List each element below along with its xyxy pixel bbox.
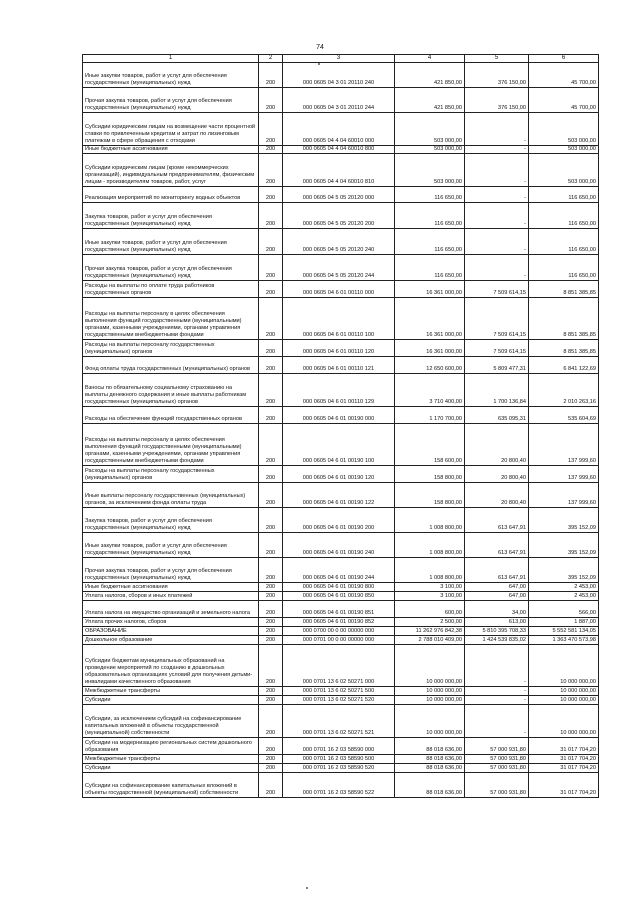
row-kbk: 000 0605 04 6 01 00190 000: [283, 407, 395, 424]
row-kbk: 000 0701 16 2 03 58590 522: [283, 773, 395, 798]
row-approved: 88 018 636,00: [395, 755, 465, 764]
table-row: [83, 738, 599, 755]
table-row: [83, 558, 599, 583]
row-kbk: 000 0605 04 6 01 00110 120: [283, 340, 395, 357]
column-number: 2: [259, 55, 283, 63]
row-unexecuted: 2 010 263,16: [529, 374, 599, 407]
table-row: [83, 592, 599, 601]
row-name: Прочая закупка товаров, работ и услуг для обеспечения государственных (муниципальных) нужд: [83, 255, 259, 281]
row-unexecuted: 31 017 704,20: [529, 764, 599, 773]
row-kbk: 000 0605 04 6 01 00190 852: [283, 618, 395, 627]
row-unexecuted: 8 851 385,85: [529, 340, 599, 357]
row-code: 200: [259, 466, 283, 483]
row-approved: 1 008 800,00: [395, 508, 465, 533]
row-name: Субсидии юридическим лицам (кроме некоммерческих организаций), индивидуальным предпринимателям, физическим лицам - производителям товаров, работ, услуг: [83, 154, 259, 187]
row-executed: -: [465, 229, 529, 255]
row-code: 200: [259, 687, 283, 696]
row-name: Закупка товаров, работ и услуг для обеспечения государственных (муниципальных) нужд: [83, 203, 259, 229]
row-name: Дошкольное образование: [83, 636, 259, 645]
row-kbk: 000 0605 04 5 05 20120 244: [283, 255, 395, 281]
table-row: [83, 618, 599, 627]
row-unexecuted: 503 000,00: [529, 154, 599, 187]
row-name: Субсидии на софинансирование капитальных вложений в объекты государственной (муниципальной) собственности: [83, 773, 259, 798]
row-approved: 16 361 000,00: [395, 298, 465, 340]
row-approved: 503 000,00: [395, 113, 465, 146]
row-kbk: 000 0701 13 6 02 50271 521: [283, 705, 395, 738]
row-approved: 421 850,00: [395, 88, 465, 113]
column-number-row: [83, 55, 599, 63]
row-unexecuted: 6 841 122,69: [529, 357, 599, 374]
row-approved: 16 361 000,00: [395, 340, 465, 357]
table-row: [83, 533, 599, 558]
table-row: [83, 229, 599, 255]
table-row: [83, 146, 599, 154]
table-row: [83, 705, 599, 738]
row-executed: 613 647,91: [465, 508, 529, 533]
row-approved: 3 710 400,00: [395, 374, 465, 407]
row-kbk: 000 0605 04 6 01 00190 120: [283, 466, 395, 483]
row-code: 200: [259, 773, 283, 798]
column-number: 3: [283, 55, 395, 63]
row-approved: 116 650,00: [395, 255, 465, 281]
row-unexecuted: 395 152,09: [529, 533, 599, 558]
row-kbk: 000 0605 04 3 01 20110 244: [283, 88, 395, 113]
row-kbk: 000 0605 04 6 01 00190 851: [283, 601, 395, 618]
row-executed: 1 424 539 835,02: [465, 636, 529, 645]
row-kbk: 000 0605 04 6 01 00110 129: [283, 374, 395, 407]
row-unexecuted: 566,00: [529, 601, 599, 618]
row-name: Иные закупки товаров, работ и услуг для обеспечения государственных (муниципальных) нужд: [83, 63, 259, 88]
row-code: 200: [259, 424, 283, 466]
row-kbk: 000 0605 04 6 01 00190 122: [283, 483, 395, 508]
row-name: Фонд оплаты труда государственных (муниципальных) органов: [83, 357, 259, 374]
table-row: [83, 374, 599, 407]
row-executed: 20 800,40: [465, 466, 529, 483]
row-kbk: 000 0605 04 6 01 00110 000: [283, 281, 395, 298]
row-executed: -: [465, 255, 529, 281]
table-row: [83, 764, 599, 773]
row-code: 200: [259, 88, 283, 113]
row-name: Расходы на выплаты персоналу государственных (муниципальных) органов: [83, 340, 259, 357]
row-executed: 57 000 931,80: [465, 738, 529, 755]
row-code: 200: [259, 483, 283, 508]
row-code: 200: [259, 645, 283, 687]
row-code: 200: [259, 154, 283, 187]
row-unexecuted: 45 700,00: [529, 88, 599, 113]
row-executed: 647,00: [465, 583, 529, 592]
row-approved: 10 000 000,00: [395, 687, 465, 696]
row-name: Иные бюджетные ассигнования: [83, 583, 259, 592]
table-row: [83, 424, 599, 466]
row-approved: 1 008 800,00: [395, 533, 465, 558]
row-kbk: 000 0605 04 6 01 00190 200: [283, 508, 395, 533]
row-unexecuted: 137 999,60: [529, 424, 599, 466]
row-unexecuted: 503 000,00: [529, 113, 599, 146]
row-kbk: 000 0700 00 0 00 00000 000: [283, 627, 395, 636]
row-unexecuted: 5 552 581 134,05: [529, 627, 599, 636]
row-name: Субсидии бюджетам муниципальных образований на проведение мероприятий по созданию в дошкольных образовательных организациях условий для получения детьми-инвалидами качественного образования: [83, 645, 259, 687]
row-executed: 57 000 931,80: [465, 764, 529, 773]
row-code: 200: [259, 357, 283, 374]
row-name: Расходы на выплаты персоналу государственных (муниципальных) органов: [83, 466, 259, 483]
row-unexecuted: 503 000,00: [529, 146, 599, 154]
row-code: 200: [259, 374, 283, 407]
table-row: [83, 696, 599, 705]
row-approved: 116 650,00: [395, 187, 465, 203]
table-row: [83, 203, 599, 229]
row-approved: 116 650,00: [395, 229, 465, 255]
row-executed: 57 000 931,80: [465, 755, 529, 764]
row-name: Прочая закупка товаров, работ и услуг для обеспечения государственных (муниципальных) нужд: [83, 88, 259, 113]
row-executed: 5 809 477,31: [465, 357, 529, 374]
row-name: Реализация мероприятий по мониторингу водных объектов: [83, 187, 259, 203]
row-approved: 158 800,00: [395, 483, 465, 508]
row-approved: 600,00: [395, 601, 465, 618]
row-unexecuted: 10 000 000,00: [529, 696, 599, 705]
row-executed: -: [465, 113, 529, 146]
row-executed: 376 150,00: [465, 88, 529, 113]
table-row: [83, 645, 599, 687]
row-name: Субсидии на модернизацию региональных систем дошкольного образования: [83, 738, 259, 755]
row-unexecuted: 8 851 385,85: [529, 298, 599, 340]
row-kbk: 000 0605 04 6 01 00190 244: [283, 558, 395, 583]
row-name: Субсидии: [83, 696, 259, 705]
row-code: 200: [259, 146, 283, 154]
row-approved: 2 788 010 409,00: [395, 636, 465, 645]
row-executed: 57 000 931,80: [465, 773, 529, 798]
row-code: 200: [259, 255, 283, 281]
row-executed: 5 810 395 708,33: [465, 627, 529, 636]
row-kbk: 000 0605 04 6 01 00110 121: [283, 357, 395, 374]
row-code: 200: [259, 340, 283, 357]
row-unexecuted: 137 999,60: [529, 466, 599, 483]
table-row: [83, 483, 599, 508]
table-row: [83, 154, 599, 187]
table-row: [83, 281, 599, 298]
row-executed: -: [465, 187, 529, 203]
row-code: 200: [259, 63, 283, 88]
row-kbk: 000 0701 13 6 02 50271 520: [283, 696, 395, 705]
row-approved: 2 500,00: [395, 618, 465, 627]
row-code: 200: [259, 764, 283, 773]
row-unexecuted: 535 604,69: [529, 407, 599, 424]
table-row: [83, 466, 599, 483]
row-kbk: 000 0605 04 4 04 60010 000: [283, 113, 395, 146]
row-unexecuted: 1 363 470 573,98: [529, 636, 599, 645]
row-unexecuted: 31 017 704,20: [529, 738, 599, 755]
row-unexecuted: 395 152,09: [529, 558, 599, 583]
row-unexecuted: 2 453,00: [529, 583, 599, 592]
row-executed: -: [465, 696, 529, 705]
row-unexecuted: 395 152,09: [529, 508, 599, 533]
column-number: 4: [395, 55, 465, 63]
row-code: 200: [259, 533, 283, 558]
row-executed: 20 800,40: [465, 424, 529, 466]
row-code: 200: [259, 281, 283, 298]
row-unexecuted: 31 017 704,20: [529, 755, 599, 764]
table-row: [83, 627, 599, 636]
row-executed: 20 800,40: [465, 483, 529, 508]
budget-execution-table: [82, 54, 599, 798]
row-approved: 116 650,00: [395, 203, 465, 229]
row-name: Прочая закупка товаров, работ и услуг для обеспечения государственных (муниципальных) нужд: [83, 558, 259, 583]
table-row: [83, 187, 599, 203]
row-approved: 421 850,00: [395, 63, 465, 88]
row-name: Иные закупки товаров, работ и услуг для обеспечения государственных (муниципальных) нужд: [83, 229, 259, 255]
row-name: Субсидии: [83, 764, 259, 773]
table-row: [83, 773, 599, 798]
row-approved: 158 600,00: [395, 424, 465, 466]
row-executed: -: [465, 154, 529, 187]
row-approved: 503 000,00: [395, 154, 465, 187]
row-unexecuted: 1 887,00: [529, 618, 599, 627]
row-code: 200: [259, 636, 283, 645]
column-number: 6: [529, 55, 599, 63]
row-name: Иные бюджетные ассигнования: [83, 146, 259, 154]
table-row: [83, 357, 599, 374]
row-name: Межбюджетные трансферты: [83, 687, 259, 696]
row-unexecuted: 45 700,00: [529, 63, 599, 88]
row-executed: -: [465, 705, 529, 738]
row-code: 200: [259, 298, 283, 340]
row-unexecuted: 116 650,00: [529, 203, 599, 229]
row-unexecuted: 31 017 704,20: [529, 773, 599, 798]
row-executed: 635 095,31: [465, 407, 529, 424]
row-approved: 88 018 636,00: [395, 773, 465, 798]
row-name: Уплата налогов, сборов и иных платежей: [83, 592, 259, 601]
row-executed: 1 700 136,84: [465, 374, 529, 407]
row-executed: 7 509 614,15: [465, 340, 529, 357]
row-name: Межбюджетные трансферты: [83, 755, 259, 764]
row-executed: 7 509 614,15: [465, 298, 529, 340]
row-approved: 158 800,00: [395, 466, 465, 483]
row-approved: 11 262 976 842,38: [395, 627, 465, 636]
table-row: [83, 63, 599, 88]
row-executed: 647,00: [465, 592, 529, 601]
row-unexecuted: 10 000 000,00: [529, 645, 599, 687]
row-name: ОБРАЗОВАНИЕ: [83, 627, 259, 636]
row-unexecuted: 116 650,00: [529, 187, 599, 203]
table-row: [83, 601, 599, 618]
row-approved: 503 000,00: [395, 146, 465, 154]
row-executed: 613,00: [465, 618, 529, 627]
row-approved: 12 650 600,00: [395, 357, 465, 374]
row-code: 200: [259, 696, 283, 705]
table-row: [83, 298, 599, 340]
row-code: 200: [259, 601, 283, 618]
column-number: 5: [465, 55, 529, 63]
row-kbk: 000 0605 04 4 04 60010 800: [283, 146, 395, 154]
row-approved: 16 361 000,00: [395, 281, 465, 298]
row-code: 200: [259, 229, 283, 255]
row-code: 200: [259, 203, 283, 229]
row-kbk: 000 0701 16 2 03 58590 500: [283, 755, 395, 764]
table-row: [83, 687, 599, 696]
row-kbk: 000 0605 04 5 05 20120 240: [283, 229, 395, 255]
table-row: [83, 88, 599, 113]
row-code: 200: [259, 508, 283, 533]
row-approved: 10 000 000,00: [395, 705, 465, 738]
row-kbk: 000 0605 04 3 01 20110 240: [283, 63, 395, 88]
table-row: [83, 583, 599, 592]
row-name: Уплата прочих налогов, сборов: [83, 618, 259, 627]
row-kbk: 000 0605 04 6 01 00190 240: [283, 533, 395, 558]
row-code: 200: [259, 738, 283, 755]
row-executed: -: [465, 203, 529, 229]
row-executed: 34,00: [465, 601, 529, 618]
row-kbk: 000 0605 04 6 01 00190 100: [283, 424, 395, 466]
row-code: 200: [259, 627, 283, 636]
row-code: 200: [259, 755, 283, 764]
row-unexecuted: 116 650,00: [529, 255, 599, 281]
row-executed: 376 150,00: [465, 63, 529, 88]
row-kbk: 000 0605 04 6 01 00110 100: [283, 298, 395, 340]
row-approved: 88 018 636,00: [395, 738, 465, 755]
table-row: [83, 636, 599, 645]
row-unexecuted: 10 000 000,00: [529, 705, 599, 738]
row-approved: 10 000 000,00: [395, 696, 465, 705]
row-kbk: 000 0605 04 5 05 20120 200: [283, 203, 395, 229]
row-code: 200: [259, 583, 283, 592]
row-kbk: 000 0701 13 6 02 50271 000: [283, 645, 395, 687]
row-kbk: 000 0701 00 0 00 00000 000: [283, 636, 395, 645]
row-kbk: 000 0701 13 6 02 50271 500: [283, 687, 395, 696]
row-unexecuted: 137 999,60: [529, 483, 599, 508]
row-code: 200: [259, 592, 283, 601]
row-unexecuted: 8 851 385,85: [529, 281, 599, 298]
table-row: [83, 508, 599, 533]
row-approved: 10 000 000,00: [395, 645, 465, 687]
row-name: Расходы на обеспечение функций государственных органов: [83, 407, 259, 424]
scan-speck: [306, 887, 308, 889]
row-name: Закупка товаров, работ и услуг для обеспечения государственных (муниципальных) нужд: [83, 508, 259, 533]
row-name: Расходы на выплаты по оплате труда работников государственных органов: [83, 281, 259, 298]
row-code: 200: [259, 558, 283, 583]
row-name: Расходы на выплаты персоналу в целях обеспечения выполнения функций государственными (муниципальными) органами, казенными учреждениями, органами управления государственными внебюджетными фондами: [83, 424, 259, 466]
table-row: [83, 255, 599, 281]
row-approved: 3 100,00: [395, 583, 465, 592]
row-executed: -: [465, 645, 529, 687]
row-code: 200: [259, 113, 283, 146]
row-executed: 7 509 614,15: [465, 281, 529, 298]
scan-speck: [318, 63, 320, 65]
row-unexecuted: 10 000 000,00: [529, 687, 599, 696]
row-code: 200: [259, 407, 283, 424]
row-name: Уплата налога на имущество организаций и земельного налога: [83, 601, 259, 618]
row-unexecuted: 116 650,00: [529, 229, 599, 255]
row-name: Субсидии, за исключением субсидий на софинансирование капитальных вложений в объекты государственной (муниципальной) собственности: [83, 705, 259, 738]
row-approved: 1 008 800,00: [395, 558, 465, 583]
row-approved: 1 170 700,00: [395, 407, 465, 424]
row-executed: -: [465, 687, 529, 696]
row-name: Субсидии юридическим лицам на возмещение части процентной ставки по привлеченным кредитам и затрат по лизинговым платежам в сфере обращения с отходами: [83, 113, 259, 146]
column-number: 1: [83, 55, 259, 63]
table-row: [83, 340, 599, 357]
row-unexecuted: 2 453,00: [529, 592, 599, 601]
row-kbk: 000 0605 04 5 05 20120 000: [283, 187, 395, 203]
row-name: Иные закупки товаров, работ и услуг для обеспечения государственных (муниципальных) нужд: [83, 533, 259, 558]
row-kbk: 000 0605 04 6 01 00190 850: [283, 592, 395, 601]
row-executed: 613 647,91: [465, 558, 529, 583]
row-approved: 88 018 636,00: [395, 764, 465, 773]
table-row: [83, 407, 599, 424]
row-approved: 3 100,00: [395, 592, 465, 601]
row-kbk: 000 0605 04 6 01 00190 800: [283, 583, 395, 592]
row-code: 200: [259, 618, 283, 627]
row-code: 200: [259, 187, 283, 203]
row-code: 200: [259, 705, 283, 738]
row-executed: 613 647,91: [465, 533, 529, 558]
table-row: [83, 113, 599, 146]
row-kbk: 000 0605 04 4 04 60010 810: [283, 154, 395, 187]
page-number: 74: [316, 44, 324, 51]
row-name: Взносы по обязательному социальному страхованию на выплаты денежного содержания и иные выплаты работникам государственных (муниципальных) органов: [83, 374, 259, 407]
row-name: Расходы на выплаты персоналу в целях обеспечения выполнения функций государственными (муниципальными) органами, казенными учреждениями, органами управления государственными внебюджетными фондами: [83, 298, 259, 340]
row-kbk: 000 0701 16 2 03 58590 520: [283, 764, 395, 773]
row-executed: -: [465, 146, 529, 154]
row-name: Иные выплаты персоналу государственных (муниципальных) органов, за исключением фонда оплаты труда: [83, 483, 259, 508]
row-kbk: 000 0701 16 2 03 58590 000: [283, 738, 395, 755]
table-row: [83, 755, 599, 764]
